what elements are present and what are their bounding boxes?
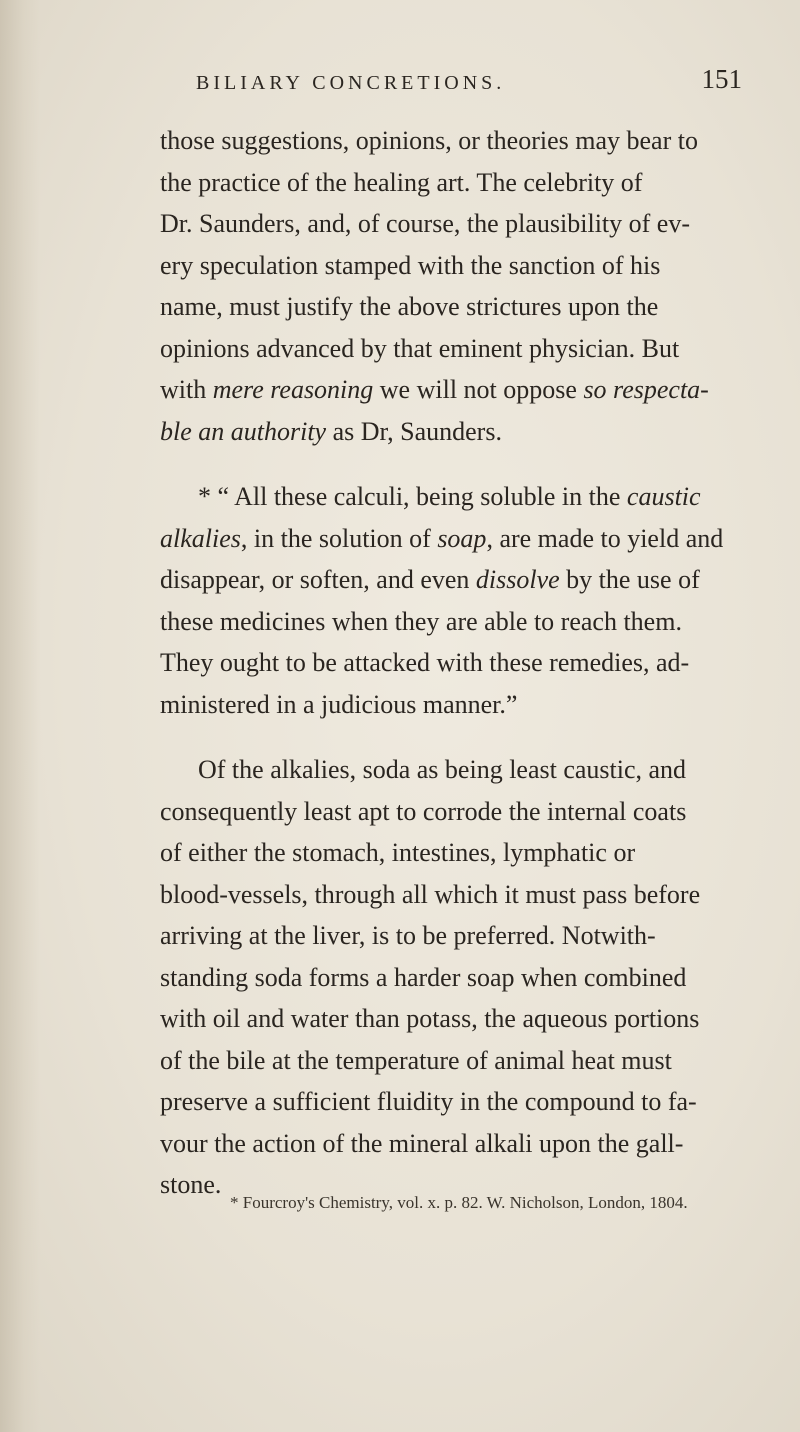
text-line: opinions advanced by that eminent physician. But xyxy=(160,333,680,363)
italic-span: dissolve xyxy=(475,565,560,594)
text-line: preserve a sufficient fluidity in the compound to fa- xyxy=(160,1087,697,1116)
text-line: blood-vessels, through all which it must pass before xyxy=(160,879,701,909)
text-line: consequently least apt to corrode the internal coats xyxy=(160,796,687,826)
text-line: those suggestions, opinions, or theories may bear to xyxy=(160,126,698,155)
text-line xyxy=(160,559,740,601)
paragraph-gap xyxy=(160,452,740,476)
text-span: we will not oppose xyxy=(373,375,584,404)
text-line: of either the stomach, intestines, lymphatic or xyxy=(160,838,636,867)
italic-span: soap xyxy=(437,523,487,553)
text-line: They ought to be attacked with these remedies, ad- xyxy=(160,648,690,677)
page-header xyxy=(196,64,742,100)
paragraph-1 xyxy=(160,120,740,452)
text-span: * “ All these calculi, being soluble in the xyxy=(198,482,627,511)
text-line xyxy=(160,476,740,518)
text-line: with oil and water than potass, the aqueous portions xyxy=(160,1004,700,1033)
italic-span: alkalies xyxy=(160,523,241,553)
paragraph-3 xyxy=(160,749,740,1206)
text-line: of the bile at the temperature of animal heat must xyxy=(160,1045,672,1075)
text-line: vour the action of the mineral alkali upon the gall- xyxy=(160,1128,684,1158)
text-line: ery speculation stamped with the sanction of his xyxy=(160,250,661,280)
text-line: stone. xyxy=(160,1170,222,1199)
text-span: , in the solution of xyxy=(240,523,438,553)
footnote: * Fourcroy's Chemistry, vol. x. p. 82. W. Nicholson, London, 1804. xyxy=(230,1193,688,1212)
italic-span: mere reasoning xyxy=(212,375,374,404)
text-line: standing soda forms a harder soap when combined xyxy=(160,962,687,992)
text-line: name, must justify the above strictures upon the xyxy=(160,292,659,321)
text-span: disappear, or soften, and even xyxy=(160,565,476,594)
text-span: , are made to yield and xyxy=(486,523,724,553)
italic-span: caustic xyxy=(626,482,701,511)
text-line: arriving at the liver, is to be preferred. Notwith- xyxy=(160,921,656,950)
text-line xyxy=(160,369,740,411)
body-text xyxy=(160,120,740,1206)
text-line: ministered in a judicious manner.” xyxy=(160,689,518,719)
page-gutter-shadow xyxy=(0,0,40,1432)
text-span: with xyxy=(160,375,213,404)
text-line: the practice of the healing art. The celebrity of xyxy=(160,167,643,197)
paragraph-gap xyxy=(160,725,740,749)
text-line: these medicines when they are able to reach them. xyxy=(160,606,682,636)
text-span: as Dr, Saunders. xyxy=(326,416,502,446)
text-line: Dr. Saunders, and, of course, the plausibility of ev- xyxy=(160,209,690,238)
running-title: BILIARY CONCRETIONS. xyxy=(196,72,506,94)
italic-span: so respecta- xyxy=(583,375,709,404)
paragraph-2-quotation xyxy=(160,476,740,725)
text-span: by the use of xyxy=(559,565,700,594)
text-line xyxy=(160,518,740,560)
italic-span: ble an authority xyxy=(160,416,327,446)
text-line: Of the alkalies, soda as being least caustic, and xyxy=(198,755,687,784)
text-line xyxy=(160,411,740,453)
page-number: 151 xyxy=(701,64,742,94)
